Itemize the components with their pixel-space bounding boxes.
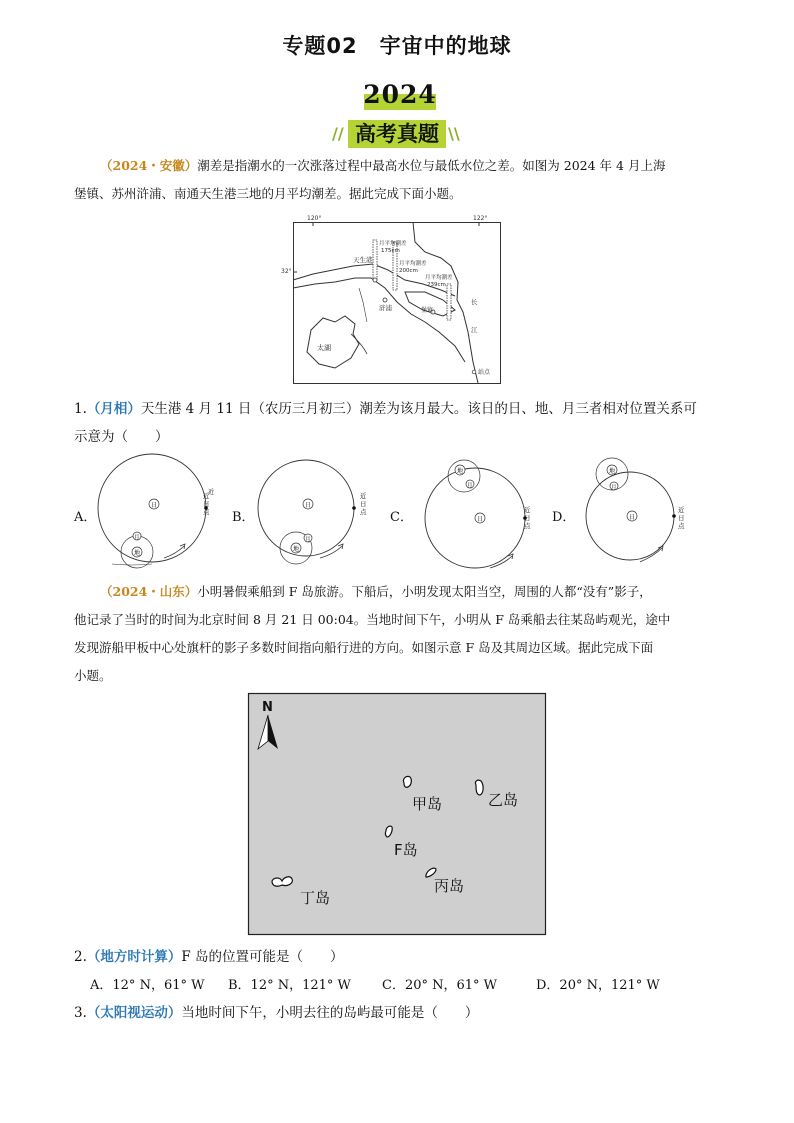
intro-2-line-1 xyxy=(100,578,760,606)
source-tag: （2024・山东） xyxy=(100,584,198,599)
q3-text: 当地时间下午，小明去往的岛屿最可能是（ ） xyxy=(181,1005,479,1021)
perihelion-char: 近 xyxy=(678,506,685,514)
q1-number: 1. xyxy=(74,401,87,417)
north-label: N xyxy=(262,700,273,715)
option-a-label: A． xyxy=(74,510,97,525)
tidal-map xyxy=(281,215,501,384)
q2-option-c: C．20° N，61° W xyxy=(382,978,498,993)
island-bing-label: 丙岛 xyxy=(434,877,465,895)
island-map xyxy=(248,693,546,935)
perihelion-label-c xyxy=(524,506,532,530)
perihelion-char: 点 xyxy=(203,508,210,516)
island-ding-label: 丁岛 xyxy=(300,889,331,907)
lon-right: 122° xyxy=(473,215,488,222)
slash-decoration-left: // xyxy=(332,124,344,143)
section-label xyxy=(330,116,464,148)
tidal-value-tsg: 175cm xyxy=(381,248,400,254)
perihelion-char: 日 xyxy=(203,500,210,508)
q3-number: 3. xyxy=(74,1005,87,1021)
perihelion-char: 点 xyxy=(524,522,531,530)
option-c-label: C． xyxy=(390,510,413,525)
q2-option-b: B．12° N，121° W xyxy=(228,978,351,993)
lake-label: 太湖 xyxy=(317,344,331,352)
perihelion-label-d xyxy=(678,506,686,530)
intro-1-line-2: 堡镇、苏州浒浦、南通天生港三地的月平均潮差。据此完成下面小题。 xyxy=(74,186,462,201)
orbit-diagram-a xyxy=(92,454,215,574)
moon-label: 月 xyxy=(134,535,140,541)
intro-text: 小明暑假乘船到 F 岛旅游。下船后，小明发现太阳当空，周围的人都“没有”影子， xyxy=(197,584,652,599)
q2-text: F 岛的位置可能是（ ） xyxy=(181,949,344,965)
q3-line xyxy=(74,1001,478,1021)
earth-label: 地 xyxy=(457,468,464,475)
island-jia-shape xyxy=(403,776,411,787)
intro-2-line-4: 小题。 xyxy=(74,668,112,683)
perihelion-char: 近 xyxy=(203,492,210,500)
orbit-diagram-c xyxy=(420,456,530,576)
q2-number: 2. xyxy=(74,949,87,965)
source-tag: （2024・安徽） xyxy=(100,158,198,173)
moon-label: 月 xyxy=(305,537,311,543)
section-label-text: 高考真题 xyxy=(355,122,439,146)
lon-left: 120° xyxy=(307,215,322,222)
legend-marker xyxy=(472,370,476,374)
q1-line-2: 示意为（ ） xyxy=(74,429,169,445)
year-banner xyxy=(360,80,440,116)
slash-decoration-right: \\ xyxy=(448,124,460,143)
perihelion-char: 日 xyxy=(678,514,685,522)
earth-label: 地 xyxy=(609,468,616,475)
station-tsg: 天生港 xyxy=(353,256,373,264)
page-title: 专题02 宇宙中的地球 xyxy=(282,34,512,58)
perihelion-char: 日 xyxy=(524,514,531,522)
station-hp: 浒浦 xyxy=(379,304,392,312)
tidal-label-bz: 月平均潮差 xyxy=(425,275,453,281)
tidal-label-tsg: 月平均潮差 xyxy=(379,241,407,247)
option-d-label: D． xyxy=(552,510,576,525)
station-bz: 堡镇 xyxy=(421,307,434,314)
island-f-label: F岛 xyxy=(394,841,418,859)
perihelion-char: 点 xyxy=(360,508,367,516)
q1-tag: （月相） xyxy=(86,401,141,417)
q2-tag: （地方时计算） xyxy=(86,949,182,965)
perihelion-char: 近 xyxy=(360,492,367,500)
intro-2-line-2: 他记录了当时的时间为北京时间 8 月 21 日 00:04。当地时间下午，小明从 F 岛乘船去往某岛屿观光，途中 xyxy=(74,612,671,627)
year-text: 2024 xyxy=(363,80,437,109)
q3-tag: （太阳视运动） xyxy=(86,1005,182,1021)
orbit-diagram-b xyxy=(256,454,366,574)
q1-line-1 xyxy=(74,397,697,417)
station-tsg-marker xyxy=(373,278,377,282)
sun-label: 日 xyxy=(151,502,158,509)
station-hp-marker xyxy=(383,298,387,302)
river-char-1: 长 xyxy=(471,298,478,306)
earth-label: 地 xyxy=(293,546,300,553)
perihelion-1: 近 xyxy=(208,489,215,496)
q2-option-d: D．20° N，121° W xyxy=(536,978,660,993)
lat-label: 32° xyxy=(281,268,292,275)
island-yi-label: 乙岛 xyxy=(488,791,519,809)
island-yi-shape xyxy=(475,780,483,795)
tidal-value-hp: 200cm xyxy=(399,268,418,274)
intro-1-line-1 xyxy=(100,152,740,180)
earth-label: 地 xyxy=(134,550,141,557)
option-b-label: B． xyxy=(232,510,255,525)
perihelion-label-b xyxy=(360,492,368,516)
sun-label: 日 xyxy=(629,514,636,521)
tidal-label-hp: 月平均潮差 xyxy=(399,261,427,267)
q1-text: 天生港 4 月 11 日（农历三月初三）潮差为该月最大。该日的日、地、月三者相对位置关系可 xyxy=(140,401,697,417)
intro-2-line-3: 发现游船甲板中心处旗杆的影子多数时间指向船行进的方向。如图示意 F 岛及其周边区域。据此完成下面 xyxy=(74,640,654,655)
perihelion-char: 日 xyxy=(360,500,367,508)
sun-label: 日 xyxy=(477,516,484,523)
river-char-2: 江 xyxy=(471,326,478,334)
sun-label: 日 xyxy=(305,502,312,509)
q2-line xyxy=(74,945,344,965)
perihelion-char: 近 xyxy=(524,506,531,514)
q2-option-a: A．12° N，61° W xyxy=(90,978,205,993)
perihelion-char: 点 xyxy=(678,522,685,530)
intro-text: 潮差是指潮水的一次涨落过程中最高水位与最低水位之差。如图为 2024 年 4 月上海 xyxy=(197,158,666,173)
perihelion-label-a xyxy=(203,492,211,516)
moon-label: 月 xyxy=(611,485,617,491)
orbit-diagram-d xyxy=(578,456,688,576)
legend-label: 站点 xyxy=(478,369,491,376)
moon-label: 月 xyxy=(467,483,473,489)
island-jia-label: 甲岛 xyxy=(412,795,443,813)
tidal-value-bz: 239cm xyxy=(427,282,446,288)
